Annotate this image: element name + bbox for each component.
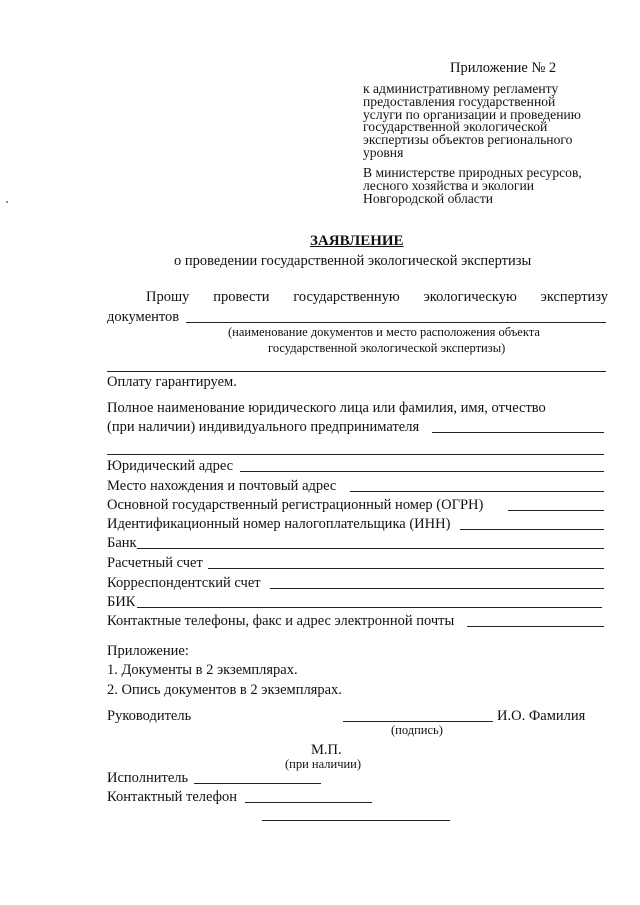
- field-contacts-line[interactable]: [467, 626, 604, 627]
- request-sentence: [146, 289, 608, 306]
- request-word: экологическую: [423, 289, 517, 305]
- documents-caption-1: (наименование документов и место расположения объекта: [228, 325, 540, 339]
- request-word: государственную: [293, 289, 400, 305]
- applicant-fill-line-2[interactable]: [107, 454, 604, 455]
- appendix-line: уровня: [363, 144, 404, 160]
- attachments-heading: Приложение:: [107, 643, 189, 659]
- phone-line[interactable]: [245, 802, 372, 803]
- documents-caption-2: государственной экологической экспертизы): [268, 341, 506, 355]
- document-title: ЗАЯВЛЕНИЕ: [310, 233, 404, 249]
- appendix-line: предоставления государственной: [363, 93, 556, 109]
- appendix-title: Приложение № 2: [450, 60, 557, 76]
- addressee: [363, 166, 582, 205]
- attachment-item: 1. Документы в 2 экземплярах.: [107, 662, 298, 678]
- field-inn-label: Идентификационный номер налогоплательщика (ИНН): [107, 516, 451, 532]
- addressee-line: В министерстве природных ресурсов,: [363, 165, 582, 180]
- signature-caption: (подпись): [391, 723, 443, 737]
- field-account-line[interactable]: [208, 568, 604, 569]
- addressee-line: лесного хозяйства и экологии: [363, 178, 535, 193]
- applicant-label-2: (при наличии) индивидуального предпринимателя: [107, 419, 420, 435]
- appendix-line: экспертизы объектов регионального: [363, 132, 573, 148]
- appendix-line: к административному регламенту: [363, 81, 559, 96]
- field-inn-line[interactable]: [460, 529, 604, 530]
- appendix-line: услуги по организации и проведению: [363, 106, 581, 122]
- head-name: И.О. Фамилия: [497, 708, 586, 724]
- signature-line[interactable]: [343, 721, 493, 722]
- field-bank-line[interactable]: [137, 548, 604, 549]
- field-bank-label: Банк: [107, 535, 137, 551]
- documents-label: документов: [107, 309, 180, 325]
- field-ogrn-line[interactable]: [508, 510, 604, 511]
- field-contacts-label: Контактные телефоны, факс и адрес электронной почты: [107, 613, 455, 629]
- appendix-reference: [363, 83, 623, 160]
- request-word: Прошу: [146, 289, 190, 305]
- bottom-separator: [262, 820, 450, 821]
- documents-fill-line-2[interactable]: [107, 371, 606, 372]
- appendix-line: государственной экологической: [363, 119, 548, 135]
- attachment-item: 2. Опись документов в 2 экземплярах.: [107, 682, 342, 698]
- field-bik-label: БИК: [107, 594, 136, 610]
- applicant-fill-line[interactable]: [432, 432, 604, 433]
- phone-label: Контактный телефон: [107, 789, 238, 805]
- addressee-line: Новгородской области: [363, 191, 494, 206]
- request-word: провести: [213, 289, 270, 305]
- request-word: экспертизу: [540, 289, 608, 305]
- field-ogrn-label: Основной государственный регистрационный номер (ОГРН): [107, 497, 484, 513]
- field-legal-address-label: Юридический адрес: [107, 458, 234, 474]
- field-legal-address-line[interactable]: [240, 471, 604, 472]
- field-corr-account-label: Корреспондентский счет: [107, 575, 261, 591]
- field-postal-address-line[interactable]: [350, 491, 604, 492]
- field-bik-line[interactable]: [137, 607, 602, 608]
- stamp-label: М.П.: [311, 742, 342, 758]
- head-label: Руководитель: [107, 708, 192, 724]
- documents-fill-line[interactable]: [186, 322, 606, 323]
- field-corr-account-line[interactable]: [270, 588, 604, 589]
- scan-dot: [6, 201, 8, 203]
- executor-label: Исполнитель: [107, 770, 189, 786]
- applicant-label-1: Полное наименование юридического лица или фамилия, имя, отчество: [107, 400, 546, 416]
- document-subtitle: о проведении государственной экологической экспертизы: [174, 253, 532, 269]
- field-postal-address-label: Место нахождения и почтовый адрес: [107, 478, 337, 494]
- field-account-label: Расчетный счет: [107, 555, 203, 571]
- executor-line[interactable]: [194, 783, 321, 784]
- stamp-caption: (при наличии): [285, 757, 362, 771]
- payment-guarantee: Оплату гарантируем.: [107, 374, 237, 390]
